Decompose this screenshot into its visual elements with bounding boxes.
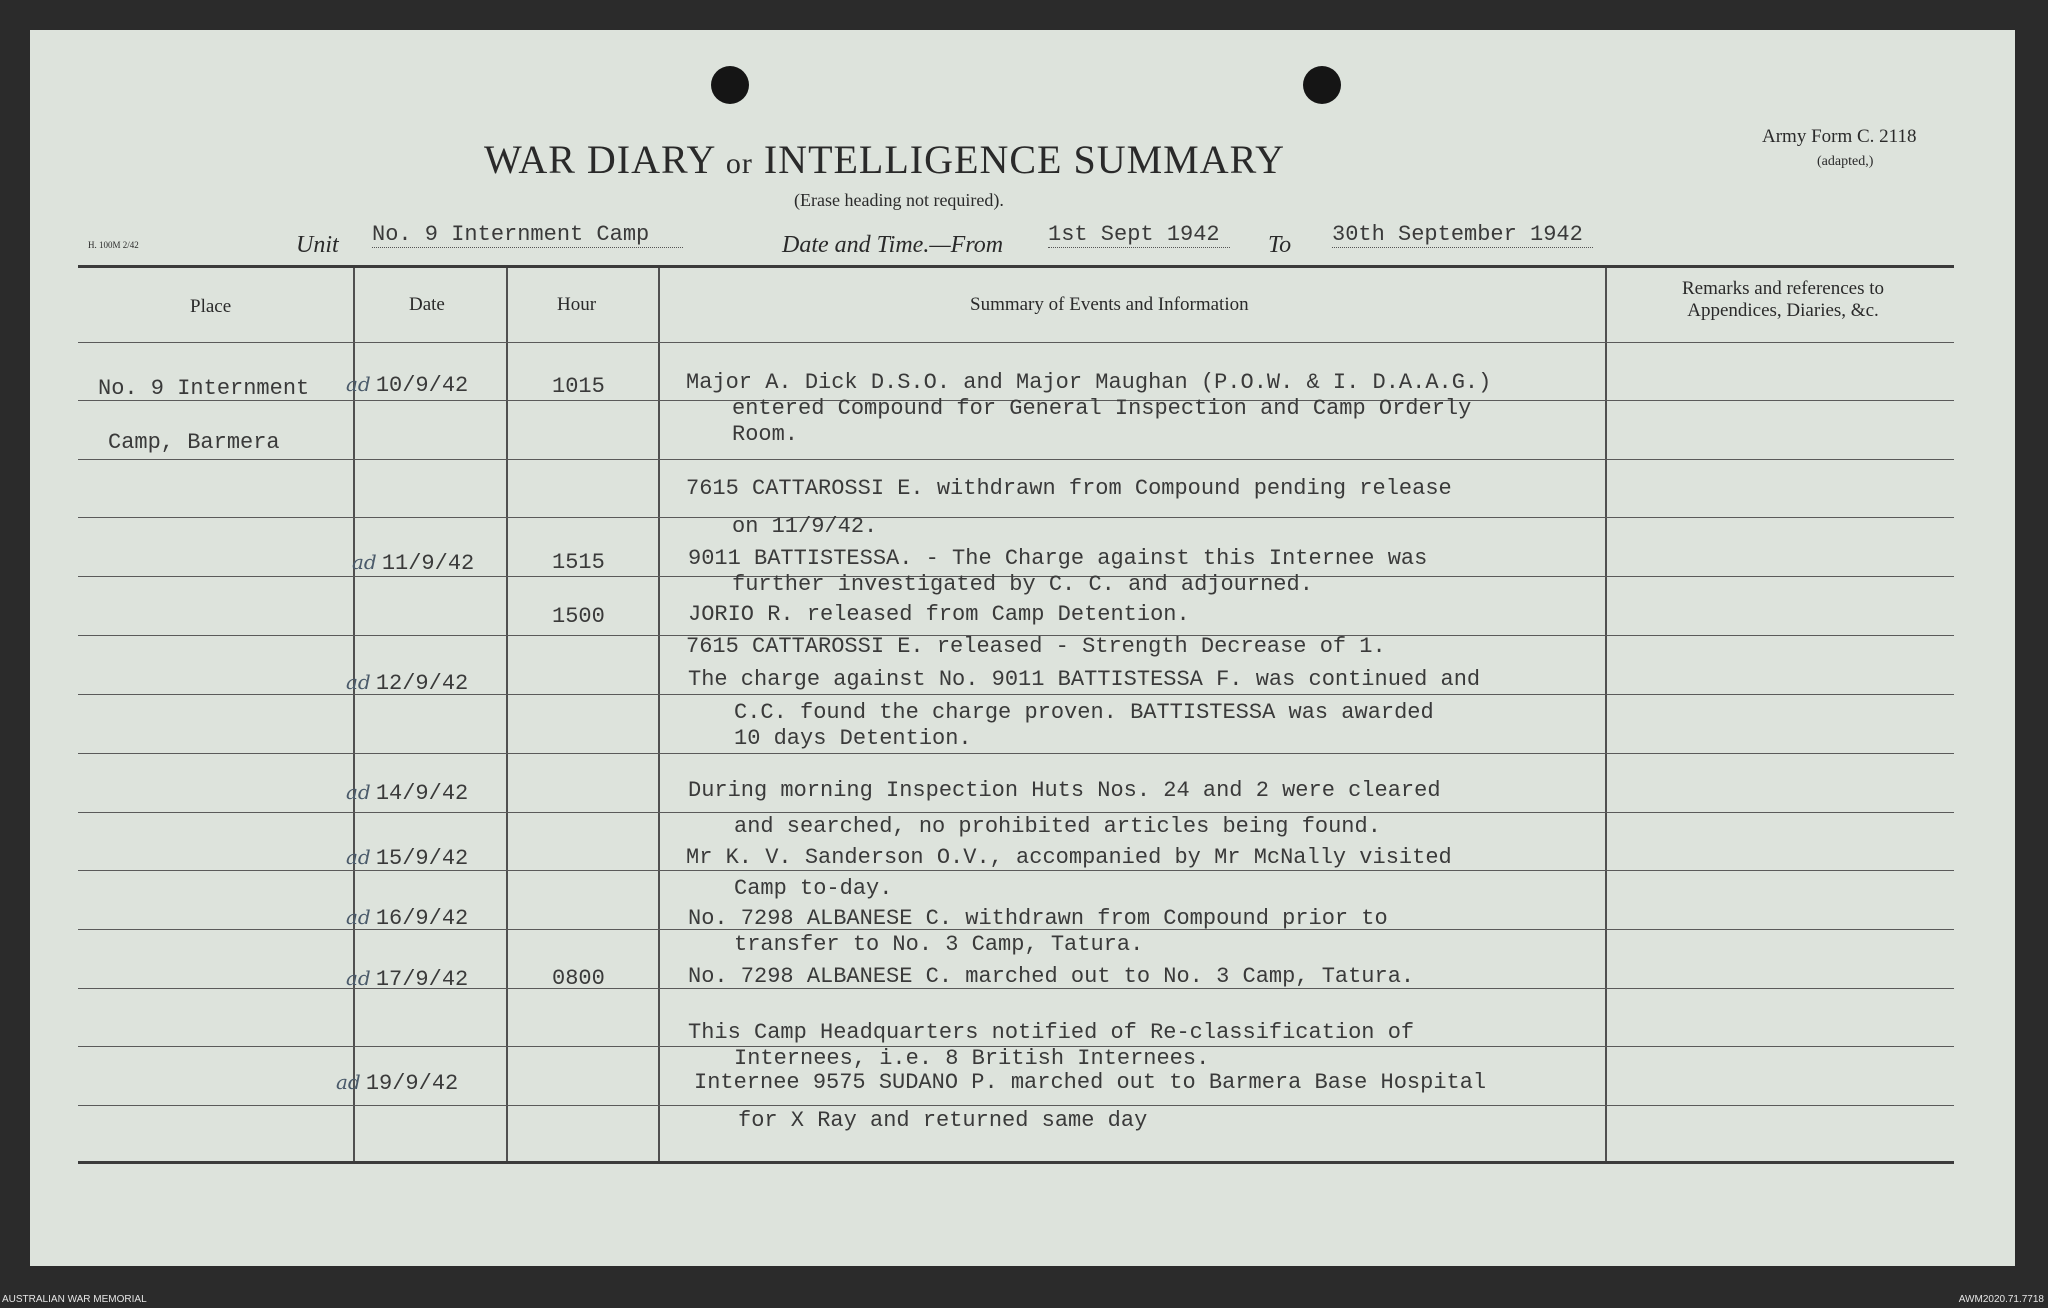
to-label: To xyxy=(1268,232,1292,258)
summary-line: No. 7298 ALBANESE C. withdrawn from Compound prior to xyxy=(688,906,1388,931)
summary-line: for X Ray and returned same day xyxy=(738,1108,1148,1133)
initials-mark: ad xyxy=(346,905,371,929)
column-divider xyxy=(1605,268,1607,1161)
column-divider xyxy=(658,268,660,1161)
row-rule xyxy=(78,517,1954,518)
table-top-rule xyxy=(78,265,1954,268)
initials-mark: ad xyxy=(346,670,371,694)
form-code: H. 100M 2/42 xyxy=(88,240,139,250)
date-cell: ad 11/9/42 xyxy=(352,550,475,576)
punch-hole-left xyxy=(711,66,749,104)
date-cell: ad 17/9/42 xyxy=(346,966,469,992)
date-cell: ad 10/9/42 xyxy=(346,372,469,398)
to-date: 30th September 1942 xyxy=(1332,222,1593,248)
initials-mark: ad xyxy=(336,1070,361,1094)
page-title: WAR DIARY or INTELLIGENCE SUMMARY xyxy=(484,137,1285,182)
column-header-hour: Hour xyxy=(557,294,597,315)
summary-line: During morning Inspection Huts Nos. 24 and 2 were cleared xyxy=(688,778,1441,803)
date-cell: ad 15/9/42 xyxy=(346,845,469,871)
summary-line: Major A. Dick D.S.O. and Major Maughan (P.O.W. & I. D.A.A.G.) xyxy=(686,370,1492,395)
footer-accession: AWM2020.71.7718 xyxy=(1958,1294,2044,1305)
column-divider xyxy=(353,268,355,1161)
summary-line: 7615 CATTAROSSI E. withdrawn from Compound pending release xyxy=(686,476,1452,501)
place-line: Camp, Barmera xyxy=(108,430,280,455)
summary-line: This Camp Headquarters notified of Re-classification of xyxy=(688,1020,1415,1045)
date-cell: ad 16/9/42 xyxy=(346,905,469,931)
row-rule xyxy=(78,812,1954,813)
erase-note: (Erase heading not required). xyxy=(794,190,1004,210)
from-date: 1st Sept 1942 xyxy=(1048,222,1230,248)
punch-hole-right xyxy=(1303,66,1341,104)
army-form-label: Army Form C. 2118 xyxy=(1762,126,1917,147)
summary-line: 10 days Detention. xyxy=(734,726,972,751)
summary-line: on 11/9/42. xyxy=(732,514,878,539)
place-line: No. 9 Internment xyxy=(98,376,310,401)
date-cell: ad 19/9/42 xyxy=(336,1070,459,1096)
column-divider xyxy=(506,268,508,1161)
table-bottom-rule xyxy=(78,1161,1954,1164)
unit-label: Unit xyxy=(296,232,339,258)
summary-line: Camp to-day. xyxy=(734,876,893,901)
date-time-label: Date and Time.—From xyxy=(782,232,1004,258)
hour-cell: 1015 xyxy=(552,374,605,399)
summary-line: further investigated by C. C. and adjourned. xyxy=(732,572,1313,597)
summary-line: Room. xyxy=(732,422,799,447)
column-header-remarks: Remarks and references to Appendices, Diaries, &c. xyxy=(1681,278,1885,321)
unit-value: No. 9 Internment Camp xyxy=(372,222,683,248)
adapted-label: (adapted,) xyxy=(1817,154,1874,169)
date-cell: ad 12/9/42 xyxy=(346,670,469,696)
row-rule xyxy=(78,1105,1954,1106)
column-header-date: Date xyxy=(409,294,445,315)
summary-line: 7615 CATTAROSSI E. released - Strength Decrease of 1. xyxy=(686,634,1386,659)
initials-mark: ad xyxy=(346,780,371,804)
hour-cell: 1515 xyxy=(552,550,605,575)
summary-line: transfer to No. 3 Camp, Tatura. xyxy=(734,932,1144,957)
summary-line: 9011 BATTISTESSA. - The Charge against this Internee was xyxy=(688,546,1428,571)
column-header-place: Place xyxy=(190,296,232,317)
initials-mark: ad xyxy=(346,966,371,990)
summary-line: The charge against No. 9011 BATTISTESSA F. was continued and xyxy=(688,667,1481,692)
summary-line: and searched, no prohibited articles being found. xyxy=(734,814,1381,839)
column-header-summary: Summary of Events and Information xyxy=(970,294,1249,315)
summary-line: Internees, i.e. 8 British Internees. xyxy=(734,1046,1210,1071)
footer-credit: AUSTRALIAN WAR MEMORIAL xyxy=(2,1294,147,1305)
summary-line: C.C. found the charge proven. BATTISTESSA was awarded xyxy=(734,700,1434,725)
hour-cell: 0800 xyxy=(552,966,605,991)
summary-line: JORIO R. released from Camp Detention. xyxy=(688,602,1190,627)
summary-line: Mr K. V. Sanderson O.V., accompanied by Mr McNally visited xyxy=(686,845,1452,870)
row-rule xyxy=(78,753,1954,754)
summary-line: No. 7298 ALBANESE C. marched out to No. 3 Camp, Tatura. xyxy=(688,964,1415,989)
initials-mark: ad xyxy=(346,845,371,869)
summary-line: entered Compound for General Inspection and Camp Orderly xyxy=(732,396,1472,421)
initials-mark: ad xyxy=(346,372,371,396)
date-cell: ad 14/9/42 xyxy=(346,780,469,806)
row-rule xyxy=(78,459,1954,460)
initials-mark: ad xyxy=(352,550,377,574)
row-rule xyxy=(78,342,1954,343)
summary-line: Internee 9575 SUDANO P. marched out to Barmera Base Hospital xyxy=(694,1070,1487,1095)
hour-cell: 1500 xyxy=(552,604,605,629)
